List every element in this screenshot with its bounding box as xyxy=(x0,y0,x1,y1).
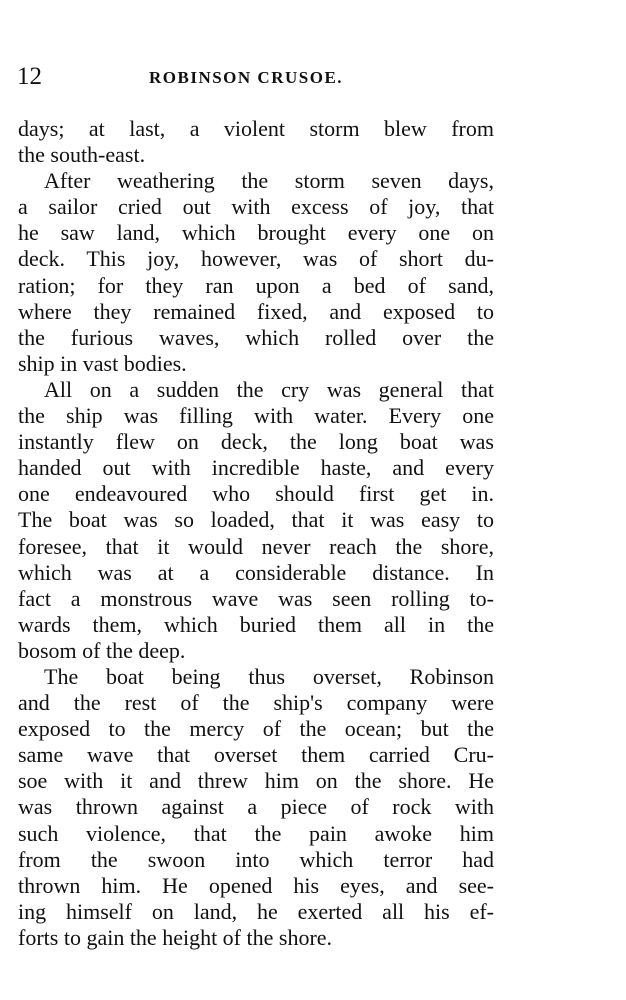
text-line: such violence, that the pain awoke him xyxy=(18,820,494,846)
text-line: wards them, which buried them all in the xyxy=(18,611,494,637)
text-line: fact a monstrous wave was seen rolling to- xyxy=(18,585,494,611)
text-line: After weathering the storm seven days, xyxy=(44,168,494,194)
text-line: The boat was so loaded, that it was easy to xyxy=(18,507,494,533)
text-line: the furious waves, which rolled over the xyxy=(18,324,494,350)
paragraph xyxy=(18,168,494,377)
text-line: handed out with incredible haste, and every xyxy=(18,455,494,481)
paragraph xyxy=(18,377,494,664)
text-line: exposed to the mercy of the ocean; but the xyxy=(18,716,494,742)
text-line: same wave that overset them carried Cru- xyxy=(18,742,494,768)
text-line: forts to gain the height of the shore. xyxy=(18,924,333,950)
text-line: instantly flew on deck, the long boat was xyxy=(18,429,494,455)
text-line: where they remained fixed, and exposed to xyxy=(18,298,494,324)
text-line: and the rest of the ship's company were xyxy=(18,690,494,716)
paragraph xyxy=(18,664,494,951)
text-line: from the swoon into which terror had xyxy=(18,846,494,872)
text-line: deck. This joy, however, was of short du- xyxy=(18,246,494,272)
text-line: foresee, that it would never reach the shore, xyxy=(18,533,494,559)
text-line: bosom of the deep. xyxy=(18,637,186,663)
text-line: a sailor cried out with excess of joy, that xyxy=(18,194,494,220)
text-line: The boat being thus overset, Robinson xyxy=(44,663,494,689)
text-line: soe with it and threw him on the shore. He xyxy=(18,768,494,794)
text-line: ship in vast bodies. xyxy=(18,350,187,376)
text-line: ing himself on land, he exerted all his ef- xyxy=(18,898,494,924)
body-text xyxy=(18,116,494,951)
text-line: days; at last, a violent storm blew from xyxy=(18,116,494,141)
text-line: the south-east. xyxy=(18,142,146,168)
text-line: thrown him. He opened his eyes, and see- xyxy=(18,872,494,898)
paragraph xyxy=(18,116,494,168)
text-line: the ship was filling with water. Every one xyxy=(18,403,494,429)
text-line: All on a sudden the cry was general that xyxy=(44,376,494,402)
text-line: he saw land, which brought every one on xyxy=(18,220,494,246)
page-number: 12 xyxy=(17,63,42,90)
text-line: one endeavoured who should first get in. xyxy=(18,481,494,507)
running-head xyxy=(17,62,497,92)
text-line: ration; for they ran upon a bed of sand, xyxy=(18,272,494,298)
text-line: which was at a considerable distance. In xyxy=(18,559,494,585)
text-line: was thrown against a piece of rock with xyxy=(18,794,494,820)
running-title: ROBINSON CRUSOE. xyxy=(149,68,344,87)
